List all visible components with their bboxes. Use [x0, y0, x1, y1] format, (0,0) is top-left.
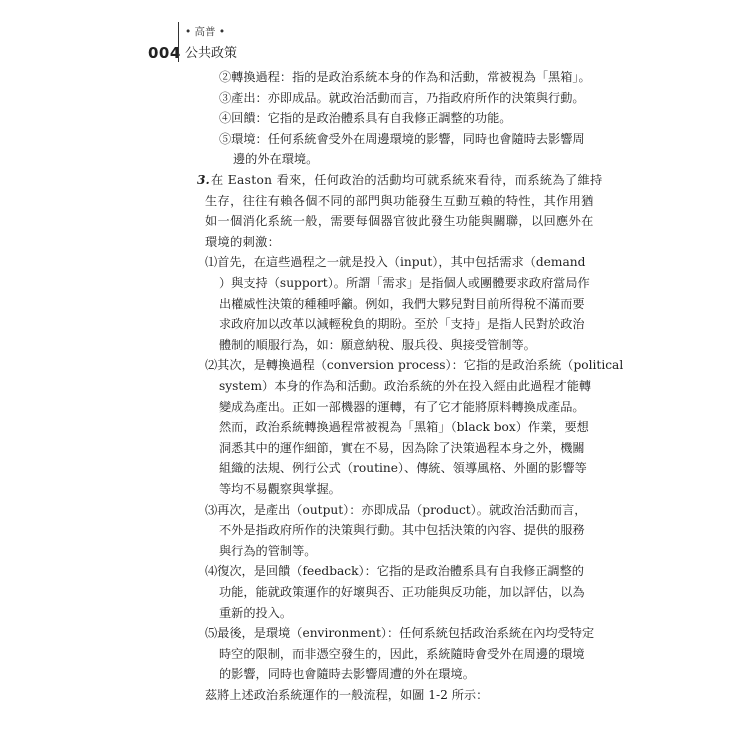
text-line: ⑸最後，是環境（environment）：任何系統包括政治系統在內均受特定 [205, 626, 595, 641]
text-line: 功能，能就政策運作的好壞與否、正功能與反功能，加以評估，以為 [219, 585, 585, 599]
text-line: 生存，往往有賴各個不同的部門與功能發生互動互賴的特性，其作用猶 [205, 193, 594, 208]
text-line: 然而，政治系統轉換過程常被視為「黑箱」（black box）作業，要想 [219, 420, 589, 435]
item-number: 3. [197, 173, 210, 187]
text-line: ）與支持（support）。所謂「需求」是指個人或團體要求政府當局作 [219, 276, 590, 290]
text-line: 如一個消化系統一般，需要每個器官彼此發生功能與關聯，以回應外在 [205, 214, 594, 229]
text-line: 出權威性決策的種種呼籲。例如，我們大夥兒對目前所得稅不滿而要 [219, 296, 585, 311]
text-line: system）本身的作為和活動。政治系統的外在投入經由此過程才能轉 [219, 379, 592, 393]
text-line: 環境的刺激： [205, 234, 281, 249]
text-line: 重新的投入。 [219, 605, 293, 620]
page-number: 004 [148, 44, 181, 62]
text-line: 茲將上述政治系統運作的一般流程，如圖 1-2 所示： [205, 688, 489, 702]
text-line: ⑷復次，是回饋（feedback）：它指的是政治體系具有自我修正調整的 [205, 564, 584, 579]
text-line: ③產出：亦即成品。就政治活動而言，乃指政府所作的決策與行動。 [219, 90, 585, 105]
book-title: 公共政策 [185, 46, 238, 61]
text-line: 求政府加以改革以減輕稅負的期盼。至於「支持」是指人民對於政治 [219, 317, 585, 332]
text-line: 邊的外在環境。 [233, 152, 319, 167]
text-line: 洞悉其中的運作細節，實在不易，因為除了決策過程本身之外，機關 [219, 440, 585, 455]
text-line: 等均不易觀察與掌握。 [219, 482, 341, 496]
text-line: ②轉換過程：指的是政治系統本身的作為和活動，常被視為「黑箱」。 [219, 70, 591, 84]
text-line: 與行為的管制等。 [219, 543, 317, 558]
text-line: ⑤環境：任何系統會受外在周邊環境的影響，同時也會隨時去影響周 [219, 131, 585, 146]
series-title: • 高普 • [185, 26, 226, 38]
text-line: ⑴首先，在這些過程之一就是投入（input），其中包括需求（demand [205, 255, 586, 270]
text-line: 的影響，同時也會隨時去影響周遭的外在環境。 [219, 667, 475, 682]
text-line: 在 Easton 看來，任何政治的活動均可就系統來看待，而系統為了維持 [211, 173, 603, 187]
text-line: 不外是指政府所作的決策與行動。其中包括決策的內容、提供的服務 [219, 523, 585, 538]
text-line: 組織的法規、例行公式（routine）、傳統、領導風格、外圍的影響等 [219, 461, 587, 476]
text-line: 體制的順服行為，如：願意納稅、服兵役、與接受管制等。 [219, 337, 536, 352]
text-line: ⑶再次，是產出（output）：亦即成品（product）。就政治活動而言， [205, 502, 587, 517]
text-line: 時空的限制，而非憑空發生的，因此，系統隨時會受外在周邊的環境 [219, 646, 585, 661]
text-line: ④回饋：它指的是政治體系具有自我修正調整的功能。 [219, 111, 512, 126]
text-line: 變成為產出。正如一部機器的運轉，有了它才能將原料轉換成產品。 [219, 399, 585, 414]
text-line: ⑵其次，是轉換過程（conversion process）：它指的是政治系統（political [205, 358, 624, 373]
